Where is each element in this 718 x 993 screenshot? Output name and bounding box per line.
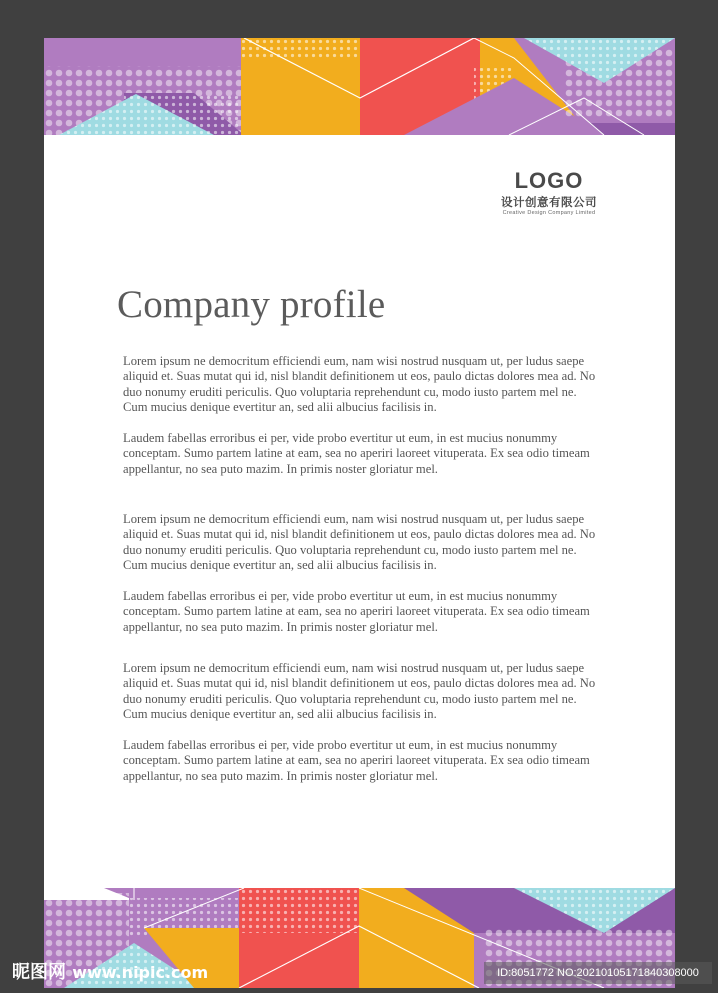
top-band-graphic bbox=[44, 38, 675, 135]
top-decorative-band bbox=[44, 38, 675, 135]
body-paragraph-1: Lorem ipsum ne democritum efficiendi eum, nam wisi nostrud nusquam ut, per ludus saepe aliquid et. Suas mutat qui id, nisl blandit definitionem ut eos, paulo dictas dolores mea ad. No duo nonumy eruditi periculis. Quo voluptaria reprehendunt cu, modo iusto partem mel ne. Cum mucius denique evertitur an, sed alii albucius facilisis in. bbox=[123, 354, 596, 415]
letterhead-page bbox=[44, 38, 675, 988]
watermark-brand-name: 昵图网 bbox=[12, 962, 66, 983]
body-paragraph-5: Lorem ipsum ne democritum efficiendi eum, nam wisi nostrud nusquam ut, per ludus saepe aliquid et. Suas mutat qui id, nisl blandit definitionem ut eos, paulo dictas dolores mea ad. No duo nonumy eruditi periculis. Quo voluptaria reprehendunt cu, modo iusto partem mel ne. Cum mucius denique evertitur an, sed alii albucius facilisis in. bbox=[123, 661, 596, 722]
body-paragraph-4: Laudem fabellas erroribus ei per, vide probo evertitur ut eum, in est mucius nonummy conceptam. Sumo partem latine at eam, sea no aperiri laoreet vituperata. Ex sea odio timeam appellantur, no sea puto mazim. In primis noster gloriatur mel. bbox=[123, 589, 590, 634]
watermark-id: ID:8051772 NO:20210105171840308000 bbox=[484, 962, 712, 984]
body-paragraph-2: Laudem fabellas erroribus ei per, vide probo evertitur ut eum, in est mucius nonummy conceptam. Sumo partem latine at eam, sea no aperiri laoreet vituperata. Ex sea odio timeam appellantur, no sea puto mazim. In primis noster gloriatur mel. bbox=[123, 431, 590, 476]
company-logo bbox=[484, 170, 614, 217]
body-paragraph-3: Lorem ipsum ne democritum efficiendi eum, nam wisi nostrud nusquam ut, per ludus saepe aliquid et. Suas mutat qui id, nisl blandit definitionem ut eos, paulo dictas dolores mea ad. No duo nonumy eruditi periculis. Quo voluptaria reprehendunt cu, modo iusto partem mel ne. Cum mucius denique evertitur an, sed alii albucius facilisis in. bbox=[123, 512, 596, 573]
logo-english-name: Creative Design Company Limited bbox=[502, 210, 596, 216]
watermark-site: www.nipic.com bbox=[72, 963, 209, 982]
page-title: Company profile bbox=[117, 283, 386, 326]
body-paragraph-6: Laudem fabellas erroribus ei per, vide probo evertitur ut eum, in est mucius nonummy conceptam. Sumo partem latine at eam, sea no aperiri laoreet vituperata. Ex sea odio timeam appellantur, no sea puto mazim. In primis noster gloriatur mel. bbox=[123, 738, 590, 783]
logo-chinese-name: 设计创意有限公司 bbox=[501, 195, 597, 209]
logo-mark: LOGO bbox=[514, 168, 584, 193]
watermark-brand bbox=[12, 958, 208, 984]
